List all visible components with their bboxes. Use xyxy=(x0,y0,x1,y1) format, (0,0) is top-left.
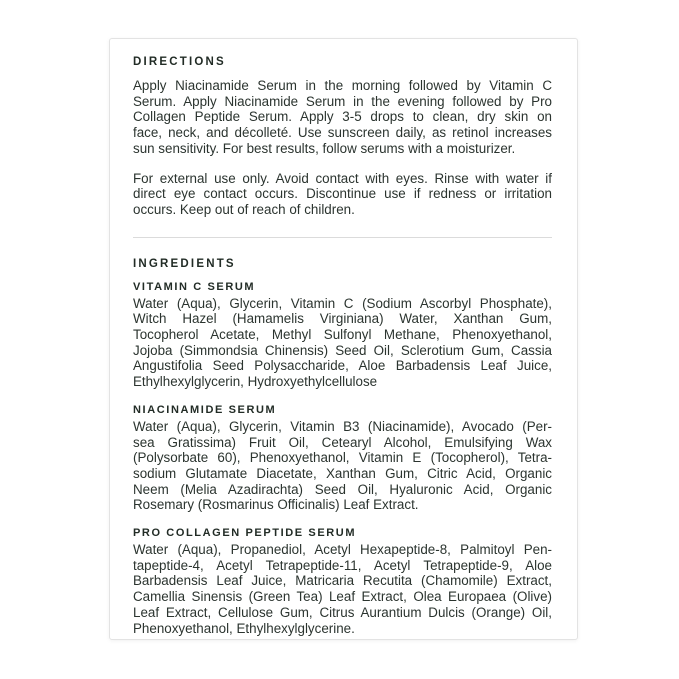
text-line: For external use only. Avoid contact with eyes. Rinse with water if xyxy=(133,170,552,186)
text-line: sodium Glutamate Diacetate, Xanthan Gum, Citric Acid, Organic xyxy=(133,465,552,481)
ingredient-list xyxy=(133,542,552,636)
text-line: Apply Niacinamide Serum in the morning followed by Vitamin C xyxy=(133,78,552,93)
text-line: Angustifolia Seed Polysaccharide, Aloe Barbadensis Leaf Juice, xyxy=(133,358,552,374)
directions-heading: DIRECTIONS xyxy=(133,56,226,68)
text-line: Neem (Melia Azadirachta) Seed Oil, Hyaluronic Acid, Organic xyxy=(133,481,552,497)
directions-warning-paragraph xyxy=(133,171,552,218)
section-divider xyxy=(133,237,552,238)
text-line: Rosemary (Rosmarinus Officinalis) Leaf Extract. xyxy=(133,497,419,513)
product-info-card xyxy=(109,38,578,640)
text-line: Water (Aqua), Glycerin, Vitamin C (Sodium Ascorbyl Phosphate), xyxy=(133,295,552,311)
ingredient-list xyxy=(133,296,552,390)
ingredient-list xyxy=(133,419,552,513)
ingredient-section-name: PRO COLLAGEN PEPTIDE SERUM xyxy=(133,527,357,540)
ingredients-heading: INGREDIENTS xyxy=(133,257,236,270)
text-line: Collagen Peptide Serum. Apply 3-5 drops to clean, dry skin on xyxy=(133,109,552,125)
directions-usage-paragraph xyxy=(133,78,552,157)
text-line: Water (Aqua), Glycerin, Vitamin B3 (Niacinamide), Avocado (Per- xyxy=(133,418,552,434)
ingredient-section-pro-collagen xyxy=(133,526,552,636)
text-line: Barbadensis Leaf Juice, Matricaria Recutita (Chamomile) Extract, xyxy=(133,573,552,589)
text-line: Tocopherol Acetate, Methyl Sulfonyl Methane, Phenoxyethanol, xyxy=(133,327,552,343)
text-line: direct eye contact occurs. Discontinue use if redness or irritation xyxy=(133,186,552,202)
ingredient-section-niacinamide xyxy=(133,403,552,513)
text-line: sun sensitivity. For best results, follow serums with a moisturizer. xyxy=(133,140,516,156)
text-line: sea Gratissima) Fruit Oil, Cetearyl Alcohol, Emulsifying Wax xyxy=(133,434,552,450)
ingredient-section-vitamin-c xyxy=(133,280,552,390)
text-line: Phenoxyethanol, Ethylhexylglycerine. xyxy=(133,620,355,636)
text-line: Ethylhexylglycerin, Hydroxyethylcellulose xyxy=(133,374,378,390)
ingredient-section-name: NIACINAMIDE SERUM xyxy=(133,403,277,416)
text-line: Witch Hazel (Hamamelis Virginiana) Water, Xanthan Gum, xyxy=(133,311,552,327)
text-line: Camellia Sinensis (Green Tea) Leaf Extract, Olea Europaea (Olive) xyxy=(133,589,552,605)
text-line: Water (Aqua), Propanediol, Acetyl Hexapeptide-8, Palmitoyl Pen- xyxy=(133,542,552,558)
text-line: (Polysorbate 60), Phenoxyethanol, Vitamin E (Tocopherol), Tetra- xyxy=(133,450,552,466)
text-line: tapeptide-4, Acetyl Tetrapeptide-11, Acetyl Tetrapeptide-9, Aloe xyxy=(133,557,552,573)
text-line: Jojoba (Simmondsia Chinensis) Seed Oil, Sclerotium Gum, Cassia xyxy=(133,342,552,358)
text-line: Serum. Apply Niacinamide Serum in the evening followed by Pro xyxy=(133,93,552,109)
text-line: occurs. Keep out of reach of children. xyxy=(133,201,355,217)
text-line: Leaf Extract, Cellulose Gum, Citrus Aurantium Dulcis (Orange) Oil, xyxy=(133,604,552,620)
ingredient-section-name: VITAMIN C SERUM xyxy=(133,280,256,293)
text-line: face, neck, and décolleté. Use sunscreen daily, as retinol increases xyxy=(133,125,552,141)
